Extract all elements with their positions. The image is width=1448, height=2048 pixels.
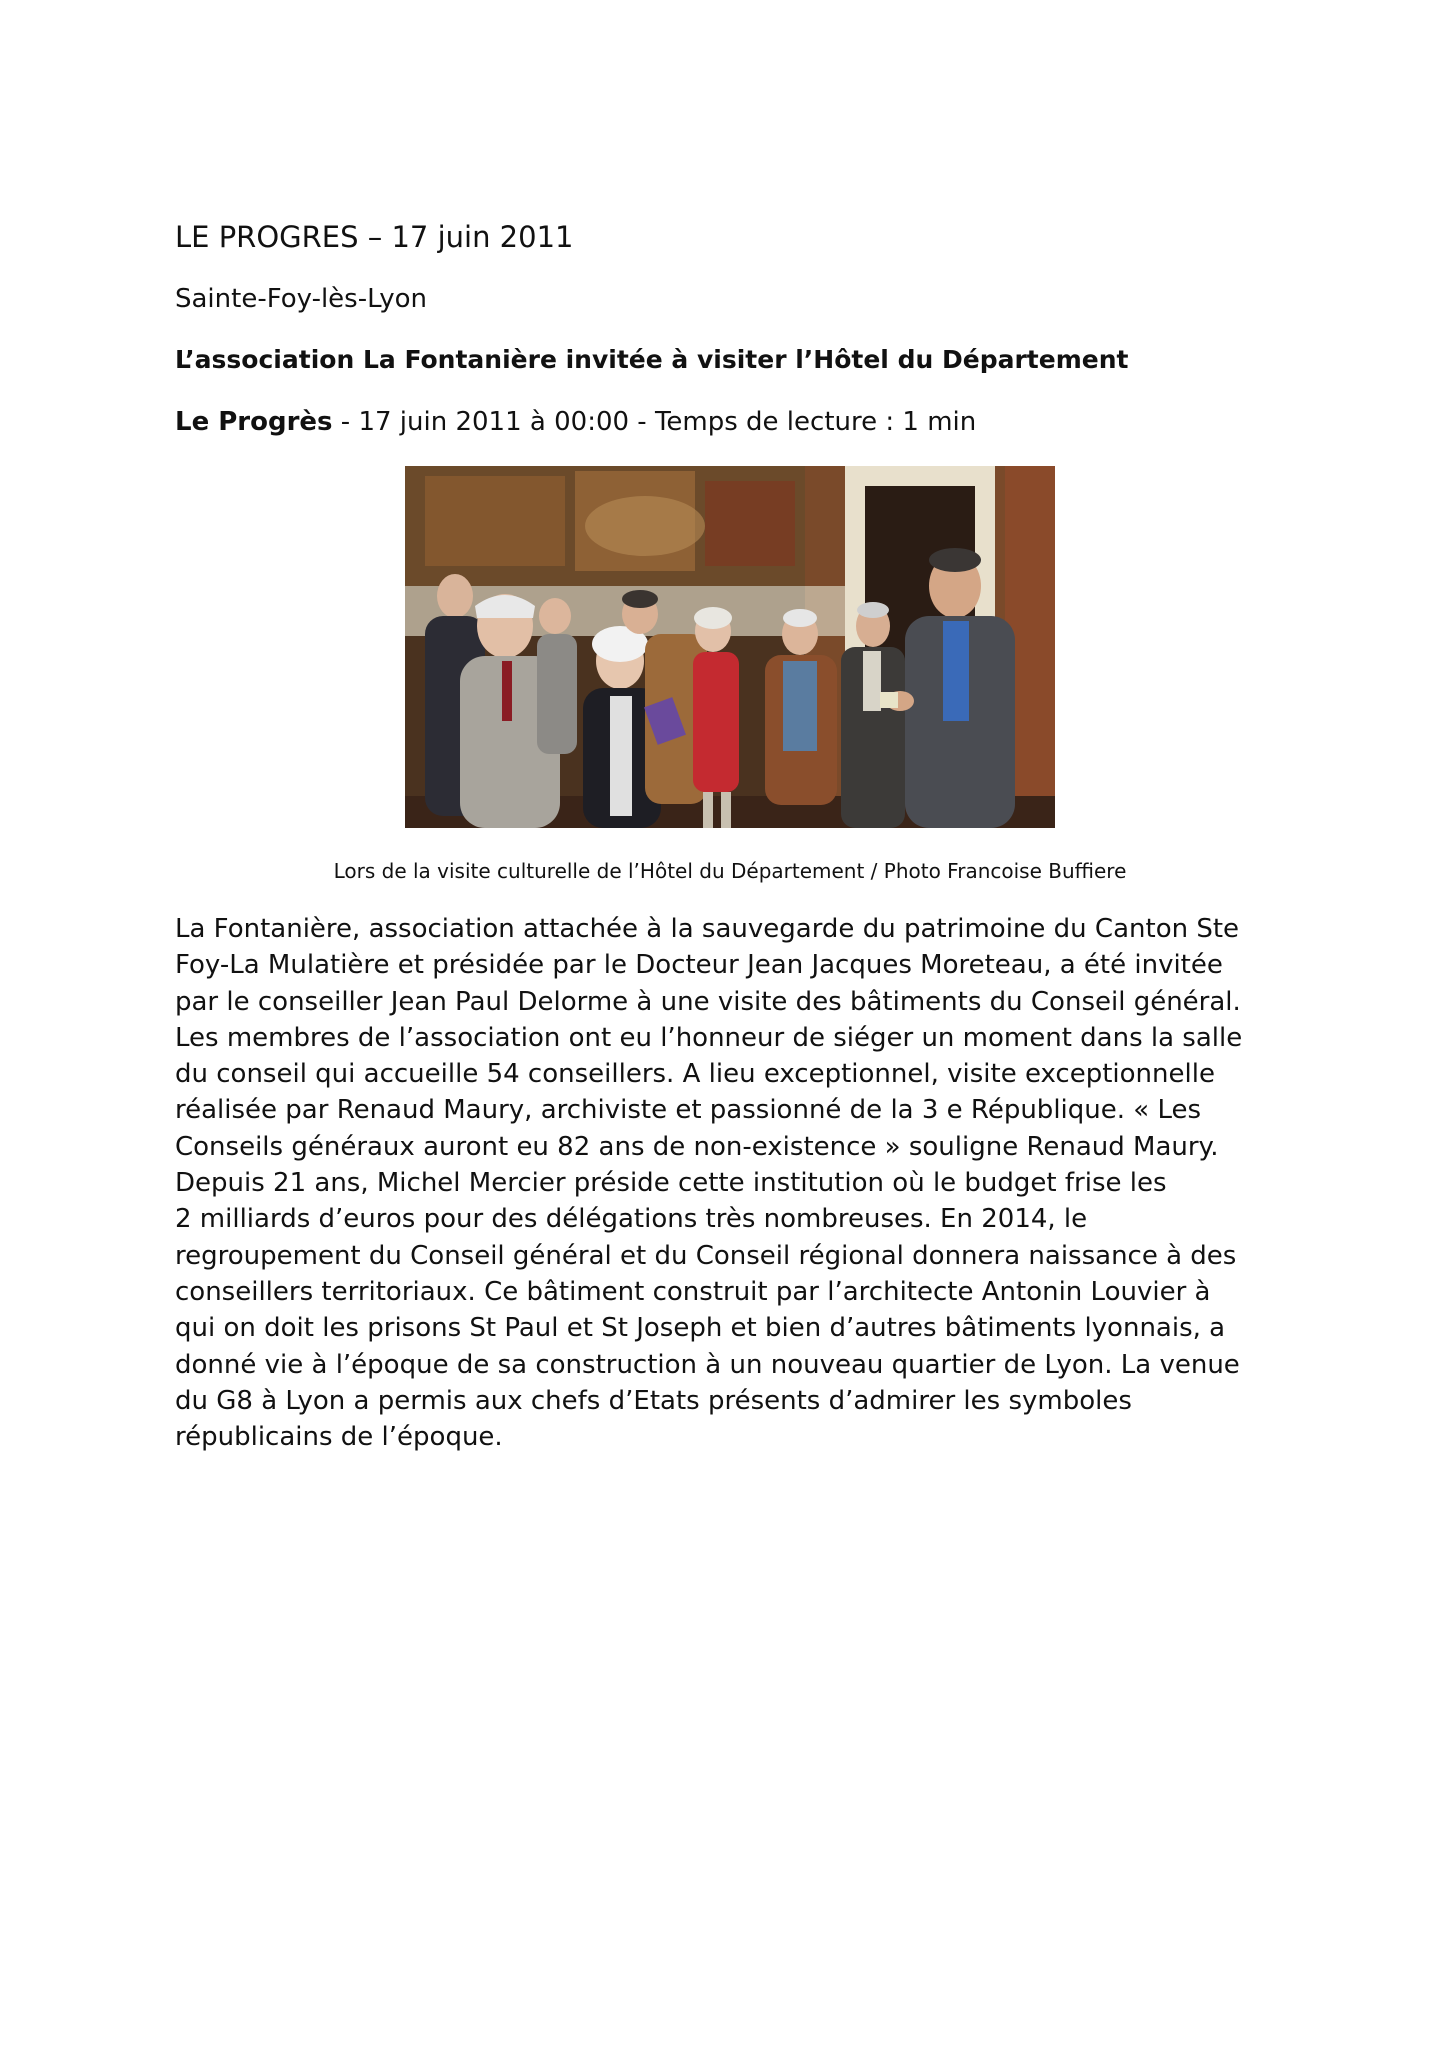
body-line: Foy-La Mulatière et présidée par le Docteur Jean Jacques Moreteau, a été invitée — [175, 950, 1223, 981]
body-line: donné vie à l’époque de sa construction à un nouveau quartier de Lyon. La venue — [175, 1349, 1240, 1380]
body-line: La Fontanière, association attachée à la sauvegarde du patrimoine du Canton Ste — [175, 914, 1240, 944]
article-body — [175, 911, 1295, 1455]
body-line: du conseil qui accueille 54 conseillers. A lieu exceptionnel, visite exceptionnelle — [175, 1059, 1215, 1090]
body-line: réalisée par Renaud Maury, archiviste et passionné de la 3 e République. « Les — [175, 1095, 1202, 1126]
locality: Sainte-Foy-lès-Lyon — [175, 284, 427, 314]
masthead: LE PROGRES – 17 juin 2011 — [175, 220, 574, 254]
article-photo — [405, 466, 1055, 828]
body-line: 2 milliards d’euros pour des délégations très nombreuses. En 2014, le — [175, 1204, 1088, 1235]
byline-source: Le Progrès — [175, 407, 333, 437]
headline: L’association La Fontanière invitée à visiter l’Hôtel du Département — [175, 345, 1129, 374]
body-line: Les membres de l’association ont eu l’honneur de siéger un moment dans la salle — [175, 1022, 1243, 1053]
body-line: qui on doit les prisons St Paul et St Joseph et bien d’autres bâtiments lyonnais, a — [175, 1313, 1226, 1344]
body-line: regroupement du Conseil général et du Conseil régional donnera naissance à des — [175, 1240, 1237, 1271]
byline — [175, 405, 976, 439]
body-line: par le conseiller Jean Paul Delorme à une visite des bâtiments du Conseil général. — [175, 986, 1241, 1017]
byline-details: - 17 juin 2011 à 00:00 - Temps de lecture : 1 min — [332, 407, 977, 437]
body-line: républicains de l’époque. — [175, 1422, 503, 1453]
body-line: conseillers territoriaux. Ce bâtiment construit par l’architecte Antonin Louvier à — [175, 1276, 1211, 1307]
body-line: Conseils généraux auront eu 82 ans de non-existence » souligne Renaud Maury. — [175, 1131, 1219, 1162]
body-line: Depuis 21 ans, Michel Mercier préside cette institution où le budget frise les — [175, 1168, 1167, 1199]
body-line: du G8 à Lyon a permis aux chefs d’Etats présents d’admirer les symboles — [175, 1385, 1132, 1416]
photo-caption: Lors de la visite culturelle de l’Hôtel du Département / Photo Francoise Buffiere — [333, 859, 1127, 883]
